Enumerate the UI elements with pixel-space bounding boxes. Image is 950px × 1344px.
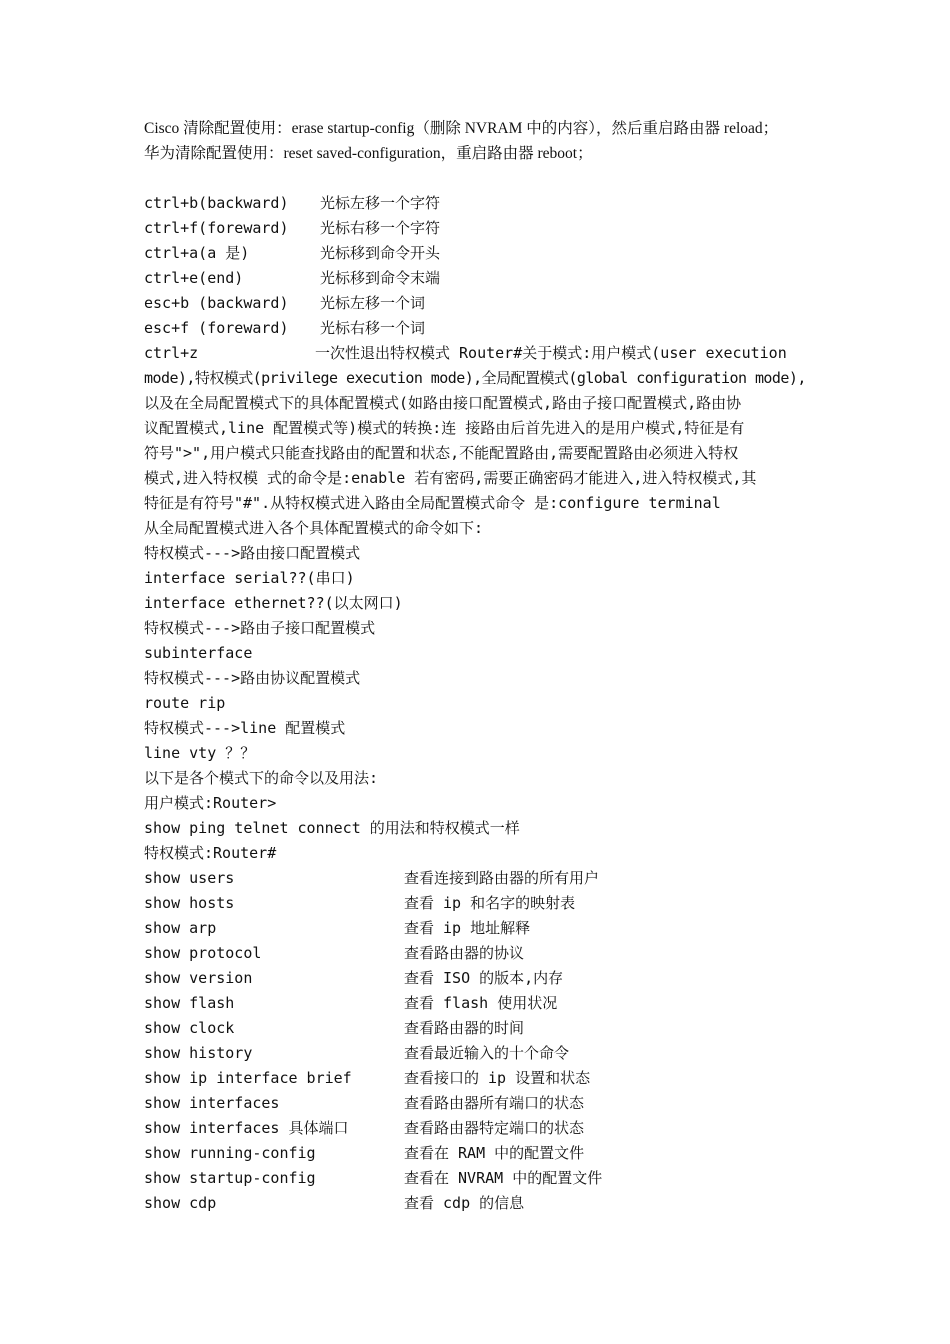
shortcut-key: ctrl+e(end) [144,269,244,287]
shortcut-list [144,191,809,366]
mode-explanation-line: 以及在全局配置模式下的具体配置模式(如路由接口配置模式,路由子接口配置模式,路由协 [144,394,742,412]
text-line: 特权模式--->line 配置模式 [144,719,346,737]
blank-line [144,166,809,191]
text-line: 特权模式--->路由子接口配置模式 [144,619,376,637]
command-row [144,1191,809,1216]
command-desc: 查看路由器特定端口的状态 [404,1119,585,1137]
shortcut-row-ctrl-z [144,341,809,366]
mode-explanation-line: 议配置模式,line 配置模式等)模式的转换:连 接路由后首先进入的是用户模式,特征是有 [144,419,745,437]
shortcut-row [144,191,809,216]
command-row [144,1016,809,1041]
mode-explanation-line: 符号">",用户模式只能查找路由的配置和状态,不能配置路由,需要配置路由必须进入特权 [144,444,739,462]
command-desc: 查看在 RAM 中的配置文件 [404,1144,585,1162]
command-name: show interfaces [144,1094,280,1112]
shortcut-desc: 光标右移一个字符 [320,219,441,237]
shortcut-desc: 光标移到命令开头 [320,244,441,262]
shortcut-key: ctrl+a(a 是) [144,244,250,262]
command-name: show interfaces 具体端口 [144,1119,349,1137]
mode-explanation-line: mode),特权模式(privilege execution mode),全局配置模式(global configuration mode), [144,369,806,387]
shortcut-key: ctrl+z [144,344,199,362]
command-row [144,1166,809,1191]
command-desc: 查看最近输入的十个命令 [404,1044,570,1062]
command-desc: 查看 ISO 的版本,内存 [404,969,564,987]
command-name: show clock [144,1019,235,1037]
shortcut-row [144,216,809,241]
command-desc: 查看 cdp 的信息 [404,1194,525,1212]
text-line: 特权模式--->路由接口配置模式 [144,544,361,562]
shortcut-desc: 光标移到命令末端 [320,269,441,287]
command-row [144,891,809,916]
huawei-clear-config-line: 华为清除配置使用：reset saved-configuration，重启路由器 reboot； [144,145,593,162]
command-row [144,1116,809,1141]
command-row [144,916,809,941]
document-body [144,116,809,1216]
mode-explanation-line: 模式,进入特权模 式的命令是:enable 若有密码,需要正确密码才能进入,进入特权模式,其 [144,469,757,487]
command-desc: 查看 ip 和名字的映射表 [404,894,576,912]
command-name: show protocol [144,944,262,962]
command-desc: 查看接口的 ip 设置和状态 [404,1069,591,1087]
mode-explanation-paragraph [144,366,809,516]
text-line: 从全局配置模式进入各个具体配置模式的命令如下: [144,519,484,537]
command-name: show history [144,1044,253,1062]
mode-commands-section [144,516,809,866]
shortcut-row [144,266,809,291]
command-row [144,1041,809,1066]
command-name: show ip interface brief [144,1069,352,1087]
cisco-clear-config-line: Cisco 清除配置使用：erase startup-config（删除 NVRAM 中的内容），然后重启路由器 reload； [144,120,779,137]
text-line: 特权模式--->路由协议配置模式 [144,669,361,687]
command-row [144,991,809,1016]
command-name: show hosts [144,894,235,912]
command-name: show cdp [144,1194,217,1212]
text-line: 特权模式:Router# [144,844,277,862]
show-command-list [144,866,809,1216]
command-desc: 查看连接到路由器的所有用户 [404,869,600,887]
command-name: show startup-config [144,1169,316,1187]
command-desc: 查看路由器的协议 [404,944,525,962]
text-line: 用户模式:Router> [144,794,277,812]
command-name: show running-config [144,1144,316,1162]
command-desc: 查看在 NVRAM 中的配置文件 [404,1169,603,1187]
shortcut-key: esc+f (foreward) [144,319,289,337]
shortcut-row [144,241,809,266]
shortcut-desc: 光标左移一个字符 [320,194,441,212]
text-line: interface ethernet??(以太网口) [144,594,403,612]
command-desc: 查看 ip 地址解释 [404,919,531,937]
command-desc: 查看路由器的时间 [404,1019,525,1037]
command-name: show version [144,969,253,987]
command-name: show users [144,869,235,887]
command-row [144,866,809,891]
text-line: show ping telnet connect 的用法和特权模式一样 [144,819,520,837]
text-line: route rip [144,694,226,712]
shortcut-row [144,316,809,341]
command-row [144,1141,809,1166]
shortcut-key: esc+b (backward) [144,294,289,312]
command-row [144,966,809,991]
command-row [144,1091,809,1116]
text-line: line vty ？？ [144,744,256,762]
command-desc: 查看 flash 使用状况 [404,994,558,1012]
command-row [144,1066,809,1091]
command-row [144,941,809,966]
mode-explanation-line: 特征是有符号"#".从特权模式进入路由全局配置模式命令 是:configure terminal [144,494,721,512]
text-line: 以下是各个模式下的命令以及用法: [144,769,379,787]
shortcut-desc: 光标右移一个词 [320,319,426,337]
text-line: subinterface [144,644,253,662]
mode-explanation-line: 一次性退出特权模式 Router#关于模式:用户模式(user execution [315,344,787,362]
shortcut-key: ctrl+b(backward) [144,194,289,212]
text-line: interface serial??(串口) [144,569,355,587]
shortcut-key: ctrl+f(foreward) [144,219,289,237]
shortcut-row [144,291,809,316]
command-name: show arp [144,919,217,937]
shortcut-desc: 光标左移一个词 [320,294,426,312]
command-desc: 查看路由器所有端口的状态 [404,1094,585,1112]
command-name: show flash [144,994,235,1012]
